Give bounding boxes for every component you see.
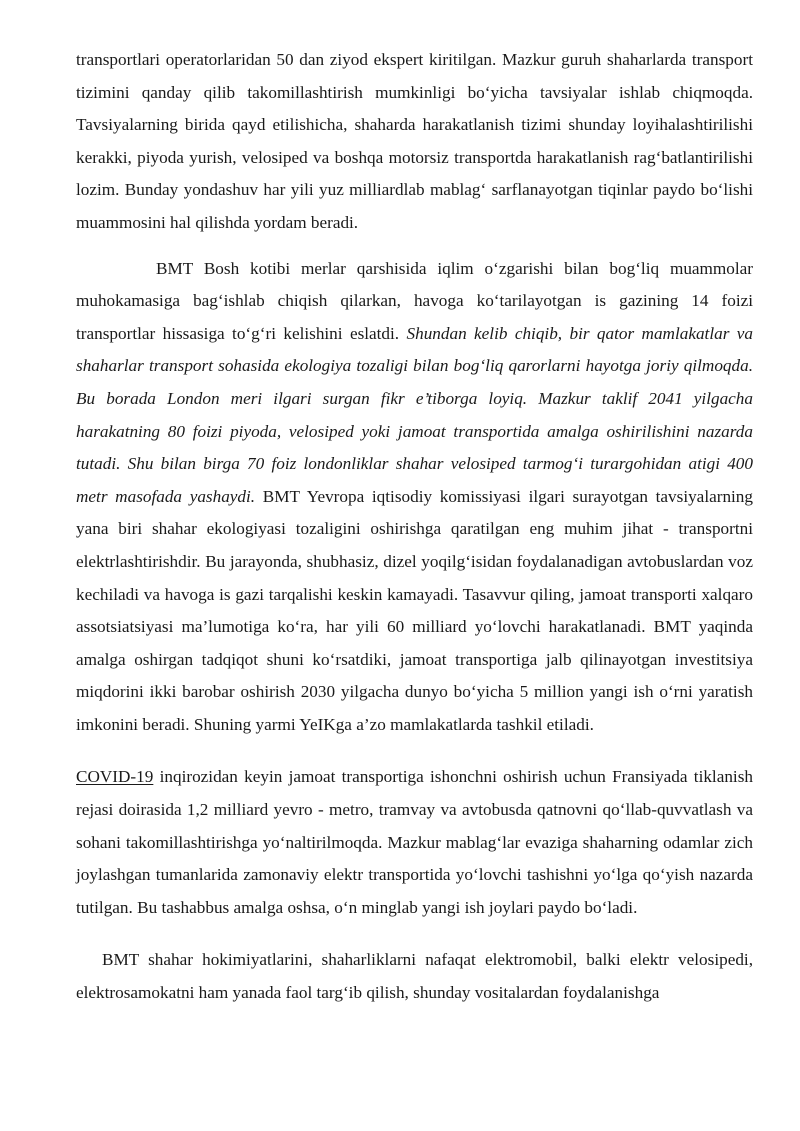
document-page bbox=[76, 44, 753, 1010]
paragraph-2-text-a: BMT Bosh kotibi merlar qarshisida iqlim o‘zgarishi bilan bog‘liq muammolar muhokamasiga bag‘ishlab chiqish qilarkan, havoga ko‘tarilayotgan is gazining 14 foizi transportlar hissasiga to‘g‘ri kelishini eslatdi. bbox=[76, 258, 753, 343]
paragraph-2 bbox=[76, 253, 753, 742]
paragraph-2-italic-text: Shundan kelib chiqib, bir qator mamlakatlar va shaharlar transport sohasida ekologiya tozaligi bilan bog‘liq qarorlarni hayotga joriy qilmoqda. Bu borada London meri ilgari surgan fikr e’tiborga loyiq. Mazkur taklif 2041 yilgacha harakatning 80 foizi piyoda, velosiped yoki jamoat transportida amalga oshirilishini nazarda tutadi. Shu bilan birga 70 foiz londonliklar shahar velosiped tarmog‘i turargohidan atigi 400 metr masofada yashaydi. bbox=[76, 323, 754, 506]
covid-19-link[interactable]: COVID-19 bbox=[76, 767, 154, 787]
paragraph-4: BMT shahar hokimiyatlarini, shaharliklarni nafaqat elektromobil, balki elektr velosipedi, elektrosamokatni ham yanada faol targ‘ib qilish, shunday vositalardan foydalanishga bbox=[76, 950, 753, 1003]
paragraph-1: transportlari operatorlaridan 50 dan ziyod ekspert kiritilgan. Mazkur guruh shaharlarda transport tizimini qanday qilib takomillashtirish mumkinligi bo‘yicha tavsiyalar ishlab chiqmoqda. Tavsiyalarning birida qayd etilishicha, shaharda harakatlanish tizimi shunday loyihalashtirilishi kerakki, piyoda yurish, velosiped va boshqa motorsiz transportda harakatlanish rag‘batlantirilishi lozim. Bunday yondashuv har yili yuz milliardlab mablag‘ sarflanayotgan tiqinlar paydo bo‘lishi muammosini hal qilishda yordam beradi. bbox=[76, 50, 753, 232]
paragraph-3-text: inqirozidan keyin jamoat transportiga ishonchni oshirish uchun Fransiyada tiklanish rejasi doirasida 1,2 milliard yevro - metro, tramvay va avtobusda qatnovni qo‘llab-quvvatlash va sohani takomillashtirishga yo‘naltirilmoqda. Mazkur mablag‘lar evaziga shaharning odamlar zich joylashgan tumanlarida zamonaviy elektr transportida yo‘lovchi tashishni yo‘lga qo‘yish nazarda tutilgan. Bu tashabbus amalga oshsa, o‘n minglab yangi ish joylari paydo bo‘ladi. bbox=[76, 767, 753, 917]
paragraph-2-text-b: BMT Yevropa iqtisodiy komissiyasi ilgari surayotgan tavsiyalarning yana biri shahar ekologiyasi tozaligini oshirishga qaratilgan eng muhim jihat - transportni elektrlashtirishdir. Bu jarayonda, shubhasiz, dizel yoqilg‘isidan foydalanadigan avtobuslardan voz kechiladi va havoga is gazi tarqalishi keskin kamayadi. Tasavvur qiling, jamoat transporti xalqaro assotsiatsiyasi ma’lumotiga ko‘ra, har yili 60 milliard yo‘lovchi harakatlanadi. BMT yaqinda amalga oshirgan tadqiqot shuni ko‘rsatdiki, jamoat transportiga jalb qilinayotgan investitsiya miqdorini ikki barobar oshirish 2030 yilgacha dunyo bo‘yicha 5 million yangi ish o‘rni yaratish imkonini beradi. Shuning yarmi YeIKga a’zo mamlakatlarda tashkil etiladi. bbox=[76, 486, 753, 734]
paragraph-3 bbox=[76, 761, 753, 924]
